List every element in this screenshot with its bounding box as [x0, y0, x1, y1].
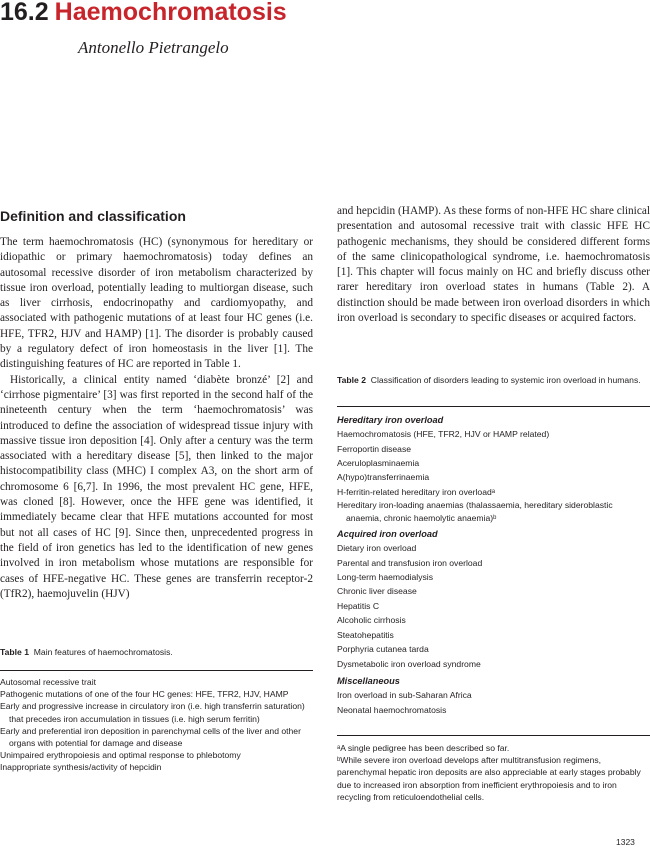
table1-caption [0, 646, 313, 658]
body-paragraph: and hepcidin (HAMP). As these forms of non-HFE HC share clinical presentation and autosomal recessive trait with classic HFE HC pathogenic mechanisms, they should be considered different forms of the same clinicopathological syndrome, i.e. haemochromatosis [1]. This chapter will focus mainly on HC and briefly discuss other rarer hereditary iron overload states in humans (Table 2). A distinction should be made between iron overload disorders in which iron overload is secondary to specific diseases or acquired factors. [337, 205, 650, 325]
table2-item: Hepatitis C [337, 600, 380, 611]
table2-bottom-rule [337, 735, 650, 736]
table1-row: Inappropriate synthesis/activity of hepcidin [0, 762, 162, 773]
table2-item: Haemochromatosis (HFE, TFR2, HJV or HAMP related) [337, 429, 550, 440]
table1-caption-text: Main features of haemochromatosis. [33, 647, 173, 657]
section-heading: Definition and classification [0, 208, 186, 224]
table2-group-heading: Acquired iron overload [337, 529, 438, 540]
table1-list [0, 676, 313, 774]
table1-label: Table 1 [0, 647, 29, 657]
table2-group-heading: Hereditary iron overload [337, 415, 444, 425]
table1-row: Unimpaired erythropoiesis and optimal response to phlebotomy [0, 750, 241, 761]
table2-caption [337, 374, 650, 386]
table1-top-rule [0, 670, 313, 671]
table2-group-heading: Miscellaneous [337, 675, 400, 686]
page-number: 1323 [616, 837, 635, 847]
table2-item: Chronic liver disease [337, 586, 417, 597]
table1-row: Early and preferential iron deposition in parenchymal cells of the liver and other organs with potential for damage and disease [0, 725, 301, 749]
table1-row: Pathogenic mutations of one of the four HC genes: HFE, TFR2, HJV, HAMP [0, 689, 289, 700]
table2-item: A(hypo)transferrinaemia [337, 472, 430, 483]
table1-row: Autosomal recessive trait [0, 677, 96, 687]
table2-item: Parental and transfusion iron overload [337, 557, 483, 568]
body-paragraph: Historically, a clinical entity named ‘diabète bronzé’ [2] and ‘cirrhose pigmentaire’ [3] was first reported in the second half of the nineteenth century when the term ‘haemochromatosis’ was introduced to define the association of widespread tissue injury with massive tissue iron deposition [4]. Only after a century was the term associated with a hereditary disease [5], then linked to the major histocompatibility class (MHC) I complex A3, on the short arm of chromosome 6 [6,7]. In 1996, the most prevalent HC gene, HFE, was cloned [8]. However, once the HFE gene was identified, it immediately became clear that HFE mutations accounted for most but not all cases of HC [9]. Since then, unprecedented progress in the field of iron genetics has led to the identification of new genes involved in iron metabolism whose mutations are responsible for cases of HFE-negative HC. These genes are transferrin receptor-2 (TfR2), haemojuvelin (HJV) [0, 373, 313, 600]
table2-item: Aceruloplasminaemia [337, 458, 420, 469]
table2-item: H-ferritin-related hereditary iron overloadᵃ [337, 486, 495, 497]
chapter-number: 16.2 [0, 0, 49, 26]
table2-label: Table 2 [337, 375, 366, 385]
table2-item: Steatohepatitis [337, 629, 394, 640]
table2-item: Iron overload in sub-Saharan Africa [337, 690, 472, 701]
table2-item: Dysmetabolic iron overload syndrome [337, 658, 481, 669]
table2-item: Porphyria cutanea tarda [337, 644, 429, 655]
table2-footnote: ᵃA single pedigree has been described so far. [337, 743, 510, 753]
table2-footnote: ᵇWhile severe iron overload develops after multitransfusion regimens, parenchymal hepatic iron deposits are also appreciable at early stages probably due to increased iron absorption from inefficient erythropoiesis and to iron recycling from reticuloendothelial cells. [337, 755, 641, 802]
chapter-title: Haemochromatosis [54, 0, 287, 26]
body-column-right [337, 204, 650, 326]
table2-item: Long-term haemodialysis [337, 572, 434, 583]
author-name: Antonello Pietrangelo [78, 38, 229, 57]
table2-top-rule [337, 406, 650, 407]
table2-footnotes [337, 742, 650, 803]
body-paragraph: The term haemochromatosis (HC) (synonymous for hereditary or idiopathic or primary haemochromatosis) today defines an autosomal recessive disorder of iron metabolism characterized by tissue iron overload, potentially leading to multiorgan disease, such as liver cirrhosis, endocrinopathy and cardiomyopathy, and associated with pathogenic mutations of at least four HC genes (i.e. HFE, TFR2, HJV and HAMP) [1]. The disorder is probably caused by a regulatory defect of iron homeostasis in the liver [1]. The distinguishing features of HC are reported in Table 1. [0, 236, 313, 371]
table1-row: Early and progressive increase in circulatory iron (i.e. high transferrin saturation) that precedes iron accumulation in tissues (i.e. high serum ferritin) [0, 701, 305, 724]
body-column-left [0, 235, 313, 602]
table2-caption-text: Classification of disorders leading to systemic iron overload in humans. [370, 375, 641, 385]
table2-item: Neonatal haemochromatosis [337, 704, 447, 715]
table2-item: Alcoholic cirrhosis [337, 615, 406, 626]
table2-item: Dietary iron overload [337, 543, 417, 554]
table2-list [337, 414, 650, 717]
chapter-heading [0, 0, 287, 27]
table2-item: Ferroportin disease [337, 443, 412, 454]
table2-item: Hereditary iron-loading anaemias (thalassaemia, hereditary sideroblastic anaemia, chronic haemolytic anaemia)ᵇ [337, 500, 613, 523]
